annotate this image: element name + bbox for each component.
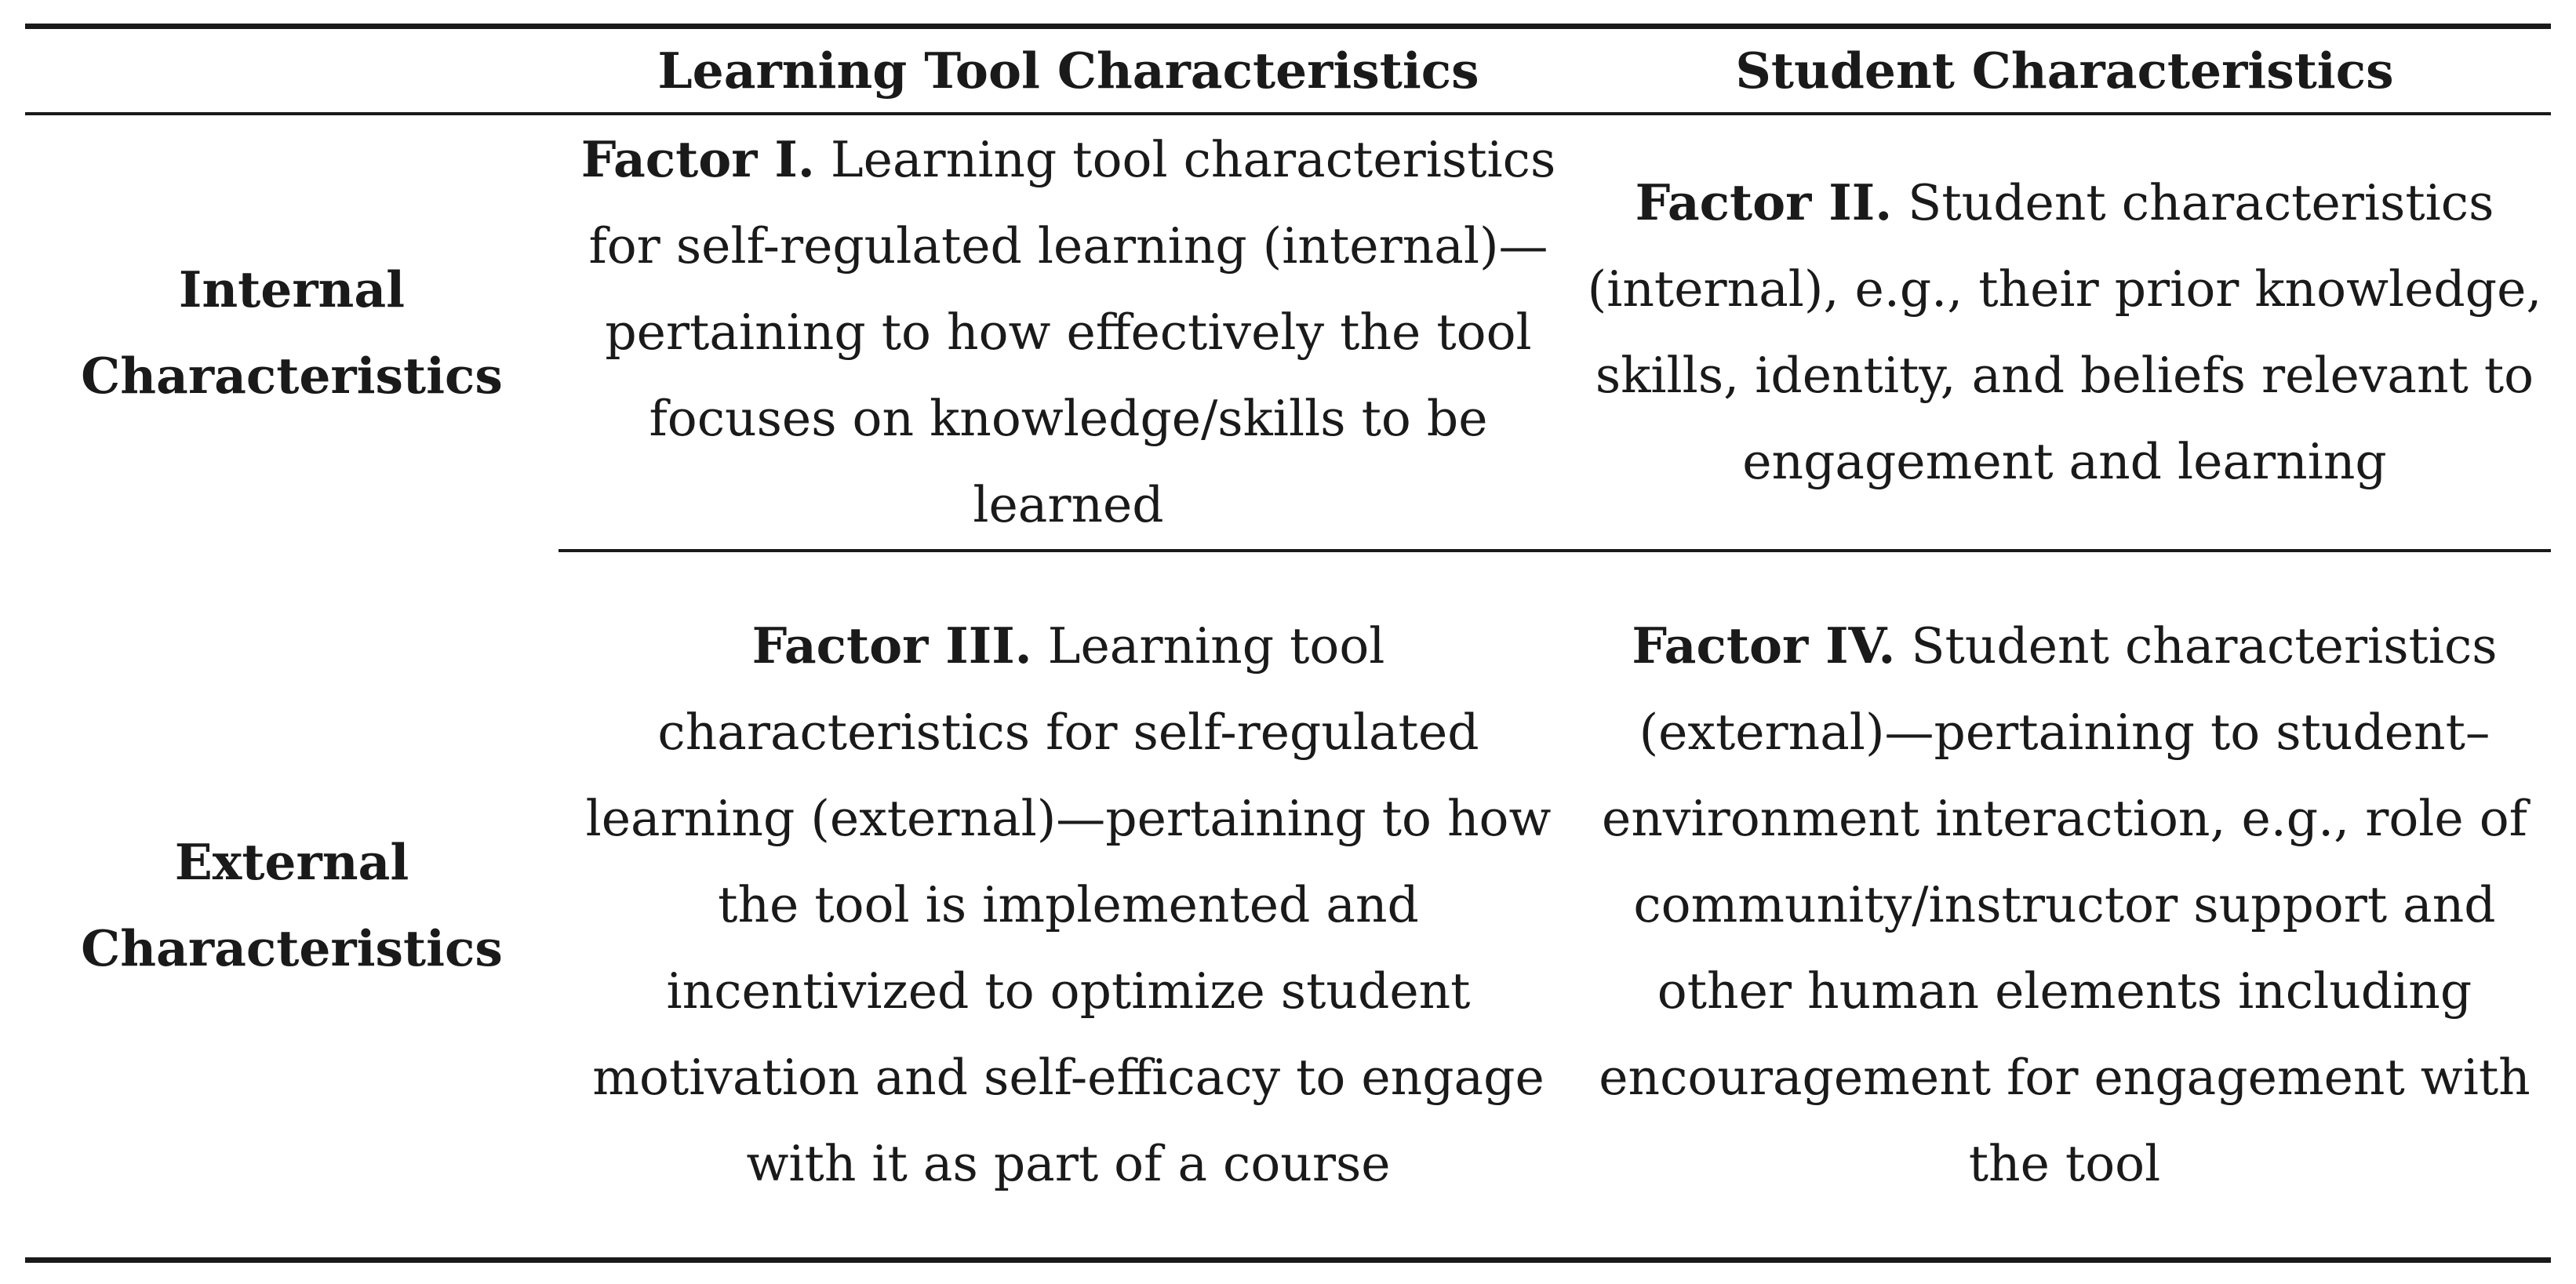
column-header-student: Student Characteristics: [1735, 41, 2394, 100]
factor-4-text: Student characteristics (external)—pertaining to student–environment interaction, e.g., role of community/instructor support and other human elements including encouragement for engagement with the tool: [1599, 617, 2531, 1192]
factor-1-label: Factor I.: [580, 130, 815, 188]
table-bottom-rule: [25, 1257, 2551, 1263]
row-header-external: [25, 552, 558, 1257]
row-header-internal: [25, 115, 558, 549]
row-header-internal-line2: Characteristics: [81, 346, 503, 405]
factor-3-label: Factor III.: [751, 617, 1032, 675]
table-top-rule: [25, 24, 2551, 29]
row-header-internal-line1: Internal: [178, 260, 406, 318]
factor-2-label: Factor II.: [1635, 173, 1893, 231]
cell-factor-3: [558, 552, 1578, 1257]
column-header-learning-tool: Learning Tool Characteristics: [657, 41, 1479, 100]
factor-2-text: Student characteristics (internal), e.g., their prior knowledge, skills, identity, and beliefs relevant to engagement and learning: [1587, 174, 2542, 490]
row-header-external-line2: Characteristics: [81, 918, 503, 977]
factor-3-text: Learning tool characteristics for self-regulated learning (external)—pertaining to how the tool is implemented and incentivized to optimize student motivation and self-efficacy to engage with it as part of a course: [585, 617, 1552, 1192]
cell-factor-4: [1578, 552, 2551, 1257]
cell-factor-2: [1578, 115, 2551, 549]
cell-factor-1: [558, 115, 1578, 549]
factor-1-text: Learning tool characteristics for self-regulated learning (internal)—pertaining to how effectively the tool focuses on knowledge/skills to be learned: [588, 131, 1556, 533]
factor-4-label: Factor IV.: [1632, 617, 1896, 675]
row-header-external-line1: External: [174, 832, 409, 891]
